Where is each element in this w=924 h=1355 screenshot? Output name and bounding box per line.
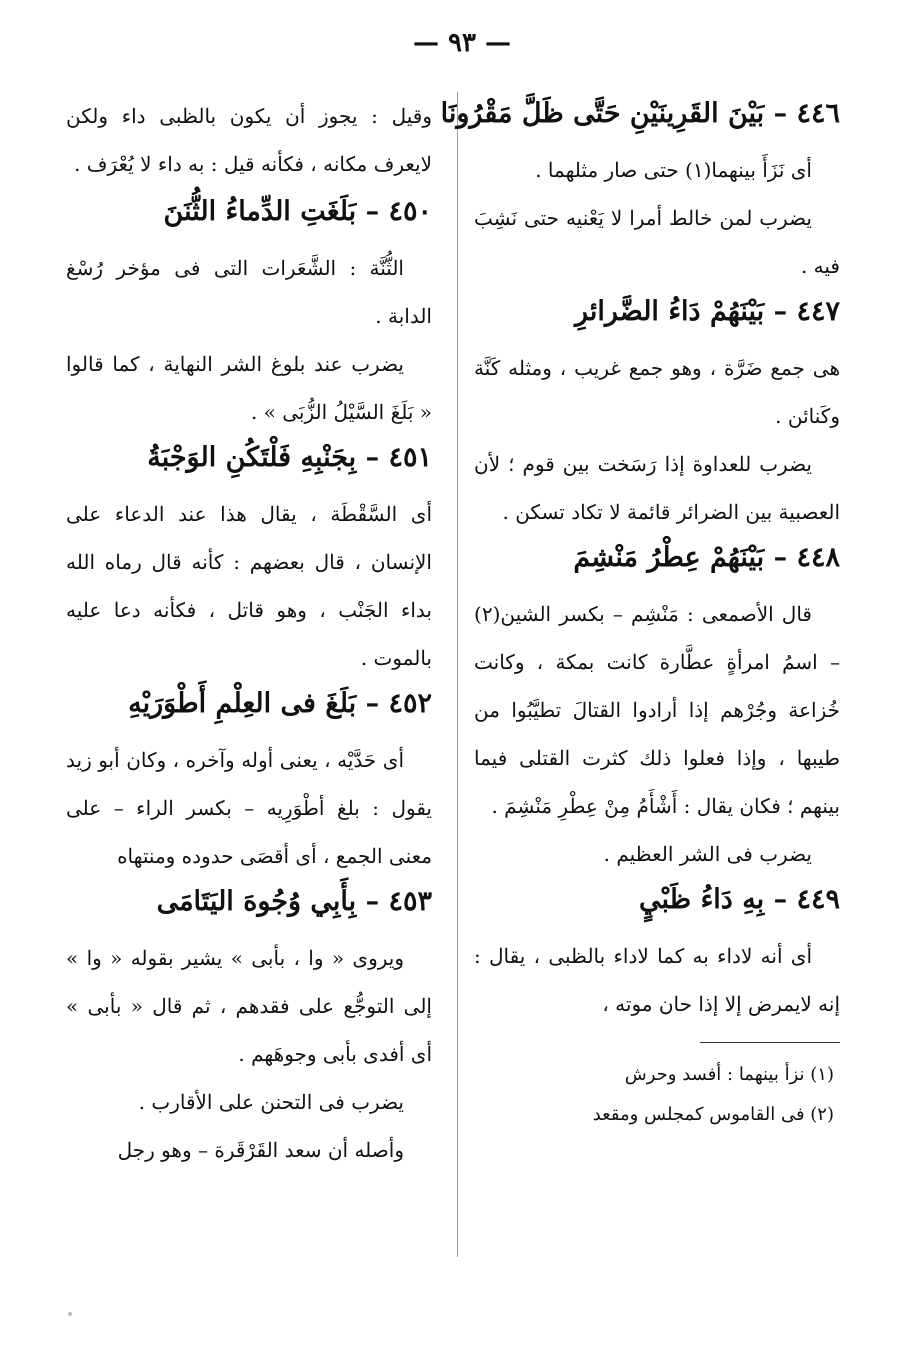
entry-446 [440,94,840,290]
entry-text: هى جمع ضَرَّة ، وهو جمع غريب ، ومثله كَنَّة وكَنائن . [474,356,840,428]
scan-speck [68,1312,72,1316]
entry-text: يضرب فى الشر العظيم . [603,842,812,866]
entry-text: يضرب عند بلوغ الشر النهاية ، كما قالوا « بَلَغَ السَّيْلُ الزُّبَى » . [66,352,432,424]
entry-text: يضرب لمن خالط أمرا لا يَعْنيه حتى نَشِبَ فيه . [474,206,840,278]
entry-text: أى حَدَّيْه ، يعنى أوله وآخره ، وكان أبو زيد يقول : بلغ أطْوَرِيه – بكسر الراء – على معنى الجمع ، أى أقصَى حدوده ومنتهاه [66,748,432,868]
entry-448 [474,538,840,878]
right-column [440,92,841,1135]
entry-title: ٤٥٢ – بَلَغَ فى العِلْمِ أَطْوَرَيْهِ [128,688,432,719]
footnote: (٢) فى القاموس كمجلس ومقعد [592,1104,834,1125]
entry-text: ويروى « وا ، بأبى » يشير بقوله « وا » إلى التوجُّع على فقدهم ، ثم قال « بأبى » أى أفدى بأبى وجوهَهم . [66,946,432,1066]
entry-title: ٤٥٣ – بِأَبِي وُجُوهَ اليَتَامَى [156,886,432,917]
entry-451 [66,438,432,682]
entry-title: ٤٤٧ – بَيْنَهُمْ دَاءُ الضَّرائرِ [574,296,840,327]
entry-text: أى أنه لاداء به كما لاداء بالظبى ، يقال : إنه لايمرض إلا إذا حان موته ، [474,944,840,1016]
entry-title: ٤٤٩ – بِهِ دَاءُ ظَبْيٍ [639,884,840,915]
entry-text: أى نَزَأَ بينهما(١) حتى صار مثلهما . [535,158,812,182]
footnote-rule [700,1042,840,1043]
entry-text: الثُّنَّة : الشَّعَرات التى فى مؤخر رُسْغ الدابة . [66,256,432,328]
page-number: — ٩٣ — [412,28,512,58]
entry-453 [66,882,432,1174]
entry-text: قال الأصمعى : مَنْشِم – بكسر الشين(٢) – اسمُ امرأةٍ عطَّارة كانت بمكة ، وكانت خُزاعة وجُرْهم إذا أرادوا القتالَ تطيَّبُوا من طيبها ، وإذا فعلوا ذلك كثرت القتلى فيما بينهم ؛ فكان يقال : أَشْأَمُ مِنْ عِطْرِ مَنْشِمَ . [474,602,841,818]
entry-447 [474,292,840,536]
left-column [66,92,432,1174]
entry-text: يضرب للعداوة إذا رَسَخت بين قوم ؛ لأن العصبية بين الضرائر قائمة لا تكاد تسكن . [474,452,840,524]
continuation-text: وقيل : يجوز أن يكون بالظبى داء ولكن لايعرف مكانه ، فكأنه قيل : به داء لا يُعْرَف . [66,104,432,176]
entry-title: ٤٤٦ – بَيْنَ القَرِينَيْنِ حَتَّى ظَلَّ مَقْرُونَا [440,98,840,129]
entry-text: أى السَّقْطَة ، يقال هذا عند الدعاء على الإنسان ، قال بعضهم : كأنه قال رماه الله بداء الجَنْب ، وهو قاتل ، فكأنه دعا عليه بالموت . [66,502,432,670]
entry-title: ٤٥٠ – بَلَغَتِ الدِّماءُ الثُّنَنَ [163,196,432,227]
entry-title: ٤٥١ – بِجَنْبِهِ فَلْتَكُنِ الوَجْبَةُ [147,442,432,473]
entry-title: ٤٤٨ – بَيْنَهُمْ عِطْرُ مَنْشِمَ [573,542,840,573]
entry-text: يضرب فى التحنن على الأقارب . [138,1090,404,1114]
entry-text: وأصله أن سعد القَرْقَرة – وهو رجل [117,1138,404,1162]
entry-450 [66,192,432,436]
entry-452 [66,684,432,880]
footnote: (١) نزأ بينهما : أفسد وحرش [624,1064,834,1085]
column-divider [457,92,458,1257]
entry-449 [474,880,840,1028]
